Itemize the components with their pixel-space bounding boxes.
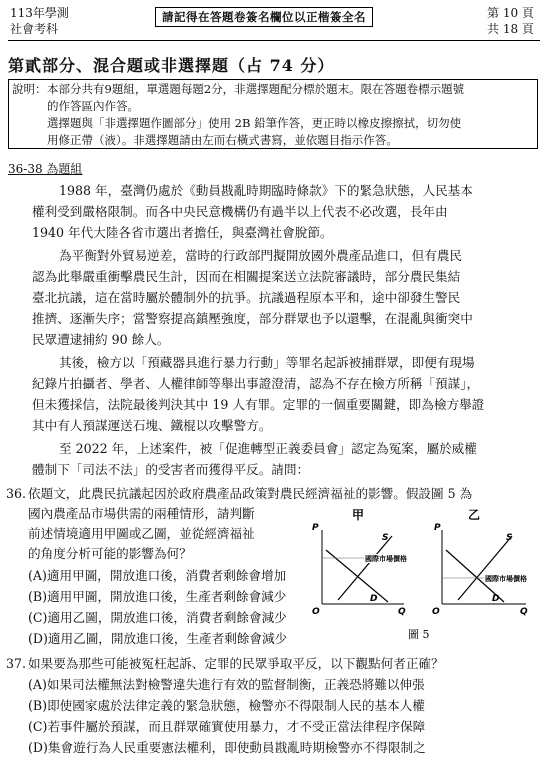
origin-label: O: [312, 607, 320, 617]
option-36-c[interactable]: (C)適用乙圖，開放進口後，消費者剩餘會減少: [28, 610, 287, 625]
question-36-stem: 前述情境適用甲圖或乙圖，並從經濟福祉: [28, 526, 255, 541]
instructions-label: 說明：: [12, 82, 47, 96]
paragraph-line: 其後，檢方以「預藏器具進行暴力行動」等罪名起訴被捕群眾，即便有現場: [59, 355, 475, 370]
figure-5: [308, 506, 538, 656]
axis-q-label: Q: [398, 607, 406, 617]
page-number: 第 10 頁: [487, 6, 534, 20]
graph-jia: [312, 508, 407, 617]
question-36-stem: 的角度分析可能的影響為何？: [28, 546, 192, 561]
option-37-d[interactable]: (D)集會遊行為人民重要憲法權利，即使動員戡亂時期檢警亦不得限制之: [28, 740, 426, 755]
axis-p-label: P: [312, 523, 319, 533]
paragraph-line: 至 2022 年，上述案件，被「促進轉型正義委員會」認定為冤案，屬於威權: [59, 441, 477, 456]
figure-caption: 圖 5: [408, 628, 430, 641]
paragraph-line: 認為此舉嚴重衝擊農民生計，因而在相關提案送立法院審議時，部分農民集結: [32, 269, 461, 284]
question-36-stem: 國內農產品市場供需的兩種情形，請判斷: [28, 506, 255, 521]
paragraph-line: 推擠、逐漸失序；當警察提高鎮壓強度，部分群眾也予以還擊，在混亂與衝突中: [32, 311, 473, 326]
instruction-line: 用修正帶（液）。非選擇題請由左而右橫式書寫，並依題目指示作答。: [47, 133, 398, 147]
group-label: 36-38 為題組: [8, 162, 83, 176]
total-pages: 共 18 頁: [487, 22, 534, 36]
exam-year: 113年學測: [10, 6, 69, 20]
graph-yi: [432, 508, 528, 617]
instruction-line: 選擇題與「非選擇題作圖部分」使用 2B 鉛筆作答，更正時以橡皮擦擦拭，切勿使: [47, 116, 462, 130]
instruction-line: 本部分共有9題組，單選題每題2分，非選擇題配分標於題末。限在答題卷標示題號: [47, 82, 465, 96]
axis-q-label: Q: [520, 607, 528, 617]
option-37-c[interactable]: (C)若事件屬於預謀，而且群眾確實使用暴力，才不受正當法律程序保障: [28, 719, 426, 734]
supply-label: S: [382, 533, 389, 543]
paragraph-line: 1988 年，臺灣仍處於《動員戡亂時期臨時條款》下的緊急狀態，人民基本: [59, 183, 473, 198]
demand-label: D: [370, 594, 378, 604]
paragraph-line: 為平衡對外貿易逆差，當時的行政部門擬開放國外農產品進口，但有農民: [59, 248, 462, 263]
signature-notice: 請記得在答題卷簽名欄位以正楷簽全名: [155, 7, 373, 27]
demand-label: D: [492, 594, 500, 604]
instructions-box: [8, 79, 538, 149]
option-37-b[interactable]: (B)即使國家處於法律定義的緊急狀態，檢警亦不得限制人民的基本人權: [28, 698, 425, 713]
paragraph-line: 1940 年代大陸各省市選出者擔任，與臺灣社會脫節。: [32, 225, 333, 240]
demand-line: [338, 536, 392, 600]
supply-label: S: [506, 533, 513, 543]
instruction-line: 的作答區內作答。: [47, 99, 139, 113]
question-36-stem: 依題文，此農民抗議起因於政府農產品政策對農民經濟福祉的影響。假設圖 5 為: [28, 486, 473, 501]
paragraph-line: 但未獲採信，法院最後判決其中 19 人有罪。定罪的一個重要關鍵，即為檢方舉證: [32, 397, 485, 412]
paragraph-line: 其中有人預謀運送石塊、鐵棍以攻擊警方。: [32, 418, 272, 433]
option-37-a[interactable]: (A)如果司法權無法對檢警違失進行有效的監督制衡，正義恐將難以伸張: [28, 677, 425, 692]
paragraph-line: 權利受到嚴格限制。而各中央民意機構仍有過半以上代表不必改選，長年由: [32, 204, 448, 219]
paragraph-line: 民眾遭逮捕約 90 餘人。: [32, 332, 170, 347]
section-title: 第貳部分、混合題或非選擇題（占 74 分）: [8, 56, 335, 75]
option-36-a[interactable]: (A)適用甲圖，開放進口後，消費者剩餘會增加: [28, 568, 287, 583]
axis-p-label: P: [434, 523, 441, 533]
origin-label: O: [432, 607, 440, 617]
question-36-number: 36.: [6, 486, 27, 501]
question-37-number: 37.: [6, 656, 27, 671]
exam-subject: 社會考科: [10, 22, 59, 36]
graph-jia-title: 甲: [352, 508, 365, 522]
option-36-d[interactable]: (D)適用乙圖，開放進口後，生產者剩餘會減少: [28, 631, 288, 646]
paragraph-line: 體制下「司法不法」的受害者而獲得平反。請問：: [32, 462, 310, 477]
option-36-b[interactable]: (B)適用甲圖，開放進口後，生產者剩餘會減少: [28, 589, 287, 604]
world-price-label: 國際市場價格: [365, 555, 407, 563]
header-divider: [8, 40, 540, 41]
paragraph-line: 紀錄片拍攝者、學者、人權律師等舉出事證澄清，認為不存在檢方所稱「預謀」，: [32, 376, 480, 391]
graph-yi-title: 乙: [468, 508, 481, 522]
question-37-stem: 如果要為那些可能被冤枉起訴、定罪的民眾爭取平反，以下觀點何者正確？: [28, 656, 444, 671]
world-price-label: 國際市場價格: [485, 575, 527, 583]
paragraph-line: 臺北抗議，這在當時屬於體制外的抗爭。抗議過程原本平和，途中卻發生警民: [32, 290, 461, 305]
